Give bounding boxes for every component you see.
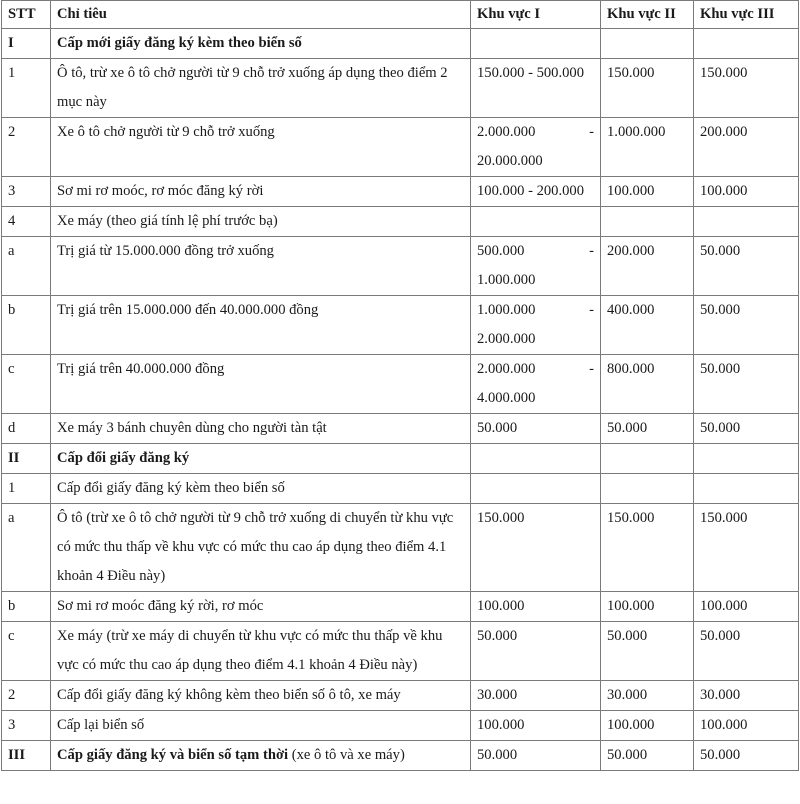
row-region-3-fee: 100.000	[694, 177, 799, 207]
fee-range-from: 500.000	[477, 243, 525, 259]
row-region-2-fee: 400.000	[601, 296, 694, 355]
fee-range-dash: -	[589, 302, 594, 318]
fee-range-to: 1.000.000	[477, 272, 536, 288]
header-region-1: Khu vực I	[471, 1, 601, 29]
row-region-2-fee: 200.000	[601, 237, 694, 296]
header-region-2: Khu vực II	[601, 1, 694, 29]
header-criteria: Chỉ tiêu	[51, 1, 471, 29]
table-row	[2, 59, 799, 118]
row-region-3-fee: 30.000	[694, 681, 799, 711]
row-region-2-fee: 30.000	[601, 681, 694, 711]
row-region-2-fee: 100.000	[601, 177, 694, 207]
row-region-1-fee	[471, 207, 601, 237]
fee-table	[1, 0, 799, 771]
row-region-3-fee: 100.000	[694, 711, 799, 741]
row-stt: b	[2, 592, 51, 622]
row-region-2-fee: 50.000	[601, 414, 694, 444]
row-region-1-fee	[471, 237, 601, 296]
fee-range-to: 2.000.000	[477, 331, 536, 347]
row-region-3-fee: 50.000	[694, 414, 799, 444]
row-stt: 2	[2, 118, 51, 177]
table-row	[2, 504, 799, 592]
table-row	[2, 207, 799, 237]
fee-range-dash: -	[589, 243, 594, 259]
row-label: Ô tô, trừ xe ô tô chở người từ 9 chỗ trở xuống áp dụng theo điểm 2 mục này	[51, 59, 471, 118]
row-label: Cấp mới giấy đăng ký kèm theo biển số	[51, 29, 471, 59]
row-region-1-fee	[471, 118, 601, 177]
row-region-3-fee: 50.000	[694, 296, 799, 355]
table-row	[2, 177, 799, 207]
row-region-2-fee: 50.000	[601, 622, 694, 681]
row-region-1-fee	[471, 444, 601, 474]
fee-range-from: 2.000.000	[477, 124, 536, 140]
row-region-3-fee: 50.000	[694, 237, 799, 296]
table-header-row	[2, 1, 799, 29]
row-region-3-fee: 50.000	[694, 622, 799, 681]
row-stt: 4	[2, 207, 51, 237]
row-stt: 1	[2, 59, 51, 118]
row-label: Cấp đổi giấy đăng ký không kèm theo biển số ô tô, xe máy	[51, 681, 471, 711]
row-region-1-fee: 50.000	[471, 414, 601, 444]
row-stt: 3	[2, 177, 51, 207]
row-region-2-fee: 100.000	[601, 592, 694, 622]
row-region-1-fee: 150.000	[471, 504, 601, 592]
row-stt: 3	[2, 711, 51, 741]
row-region-1-fee	[471, 474, 601, 504]
row-region-2-fee: 50.000	[601, 741, 694, 771]
row-stt: a	[2, 237, 51, 296]
row-label: Trị giá trên 40.000.000 đồng	[51, 355, 471, 414]
row-region-1-fee: 30.000	[471, 681, 601, 711]
row-stt: II	[2, 444, 51, 474]
row-stt: d	[2, 414, 51, 444]
table-row	[2, 622, 799, 681]
header-region-3: Khu vực III	[694, 1, 799, 29]
fee-range-from: 2.000.000	[477, 361, 536, 377]
row-label: Xe máy (trừ xe máy di chuyển từ khu vực có mức thu thấp về khu vực có mức thu cao áp dụng theo điểm 4.1 khoản 4 Điều này)	[51, 622, 471, 681]
row-label: Trị giá trên 15.000.000 đến 40.000.000 đồng	[51, 296, 471, 355]
row-region-1-fee: 100.000 - 200.000	[471, 177, 601, 207]
row-region-1-fee	[471, 355, 601, 414]
table-row	[2, 29, 799, 59]
table-row	[2, 592, 799, 622]
row-label-bold: Cấp giấy đăng ký và biển số tạm thời	[57, 747, 289, 763]
row-region-3-fee	[694, 207, 799, 237]
header-stt: STT	[2, 1, 51, 29]
row-label: Ô tô (trừ xe ô tô chở người từ 9 chỗ trở xuống di chuyển từ khu vực có mức thu thấp về khu vực có mức thu cao áp dụng theo điểm 4.1 khoản 4 Điều này)	[51, 504, 471, 592]
row-region-2-fee: 800.000	[601, 355, 694, 414]
fee-range-to: 4.000.000	[477, 390, 536, 406]
row-stt: a	[2, 504, 51, 592]
row-region-3-fee	[694, 444, 799, 474]
row-region-2-fee	[601, 444, 694, 474]
table-row	[2, 237, 799, 296]
row-stt: 1	[2, 474, 51, 504]
fee-range-dash: -	[589, 124, 594, 140]
table-row	[2, 296, 799, 355]
row-label: Trị giá từ 15.000.000 đồng trở xuống	[51, 237, 471, 296]
fee-range-dash: -	[589, 361, 594, 377]
table-row	[2, 355, 799, 414]
row-label: Cấp đổi giấy đăng ký	[51, 444, 471, 474]
row-region-1-fee	[471, 29, 601, 59]
table-row	[2, 118, 799, 177]
row-label: Xe máy (theo giá tính lệ phí trước bạ)	[51, 207, 471, 237]
row-region-3-fee: 150.000	[694, 504, 799, 592]
row-label: Cấp đổi giấy đăng ký kèm theo biển số	[51, 474, 471, 504]
row-region-2-fee	[601, 474, 694, 504]
row-stt: 2	[2, 681, 51, 711]
table-row	[2, 414, 799, 444]
row-label: Xe ô tô chở người từ 9 chỗ trở xuống	[51, 118, 471, 177]
row-region-2-fee	[601, 207, 694, 237]
table-row	[2, 681, 799, 711]
row-region-2-fee: 100.000	[601, 711, 694, 741]
row-region-2-fee: 150.000	[601, 504, 694, 592]
row-label: Sơ mi rơ moóc đăng ký rời, rơ móc	[51, 592, 471, 622]
row-label: Sơ mi rơ moóc, rơ móc đăng ký rời	[51, 177, 471, 207]
row-stt: III	[2, 741, 51, 771]
row-stt: c	[2, 355, 51, 414]
row-stt: c	[2, 622, 51, 681]
fee-range-from: 1.000.000	[477, 302, 536, 318]
table-row	[2, 474, 799, 504]
row-stt: b	[2, 296, 51, 355]
row-region-2-fee: 1.000.000	[601, 118, 694, 177]
row-region-3-fee	[694, 474, 799, 504]
row-region-1-fee: 100.000	[471, 592, 601, 622]
row-stt: I	[2, 29, 51, 59]
row-region-3-fee: 50.000	[694, 355, 799, 414]
table-row	[2, 711, 799, 741]
row-region-1-fee	[471, 296, 601, 355]
row-region-1-fee: 100.000	[471, 711, 601, 741]
row-label: Cấp lại biển số	[51, 711, 471, 741]
table-row	[2, 741, 799, 771]
row-region-3-fee: 200.000	[694, 118, 799, 177]
table-row	[2, 444, 799, 474]
row-region-2-fee	[601, 29, 694, 59]
row-region-3-fee: 100.000	[694, 592, 799, 622]
fee-range-to: 20.000.000	[477, 153, 543, 169]
row-region-1-fee: 50.000	[471, 622, 601, 681]
row-region-3-fee	[694, 29, 799, 59]
row-label: Xe máy 3 bánh chuyên dùng cho người tàn tật	[51, 414, 471, 444]
row-region-1-fee: 50.000	[471, 741, 601, 771]
row-label-suffix: (xe ô tô và xe máy)	[288, 747, 405, 763]
row-region-2-fee: 150.000	[601, 59, 694, 118]
row-region-1-fee: 150.000 - 500.000	[471, 59, 601, 118]
row-region-3-fee: 150.000	[694, 59, 799, 118]
row-label	[51, 741, 471, 771]
row-region-3-fee: 50.000	[694, 741, 799, 771]
